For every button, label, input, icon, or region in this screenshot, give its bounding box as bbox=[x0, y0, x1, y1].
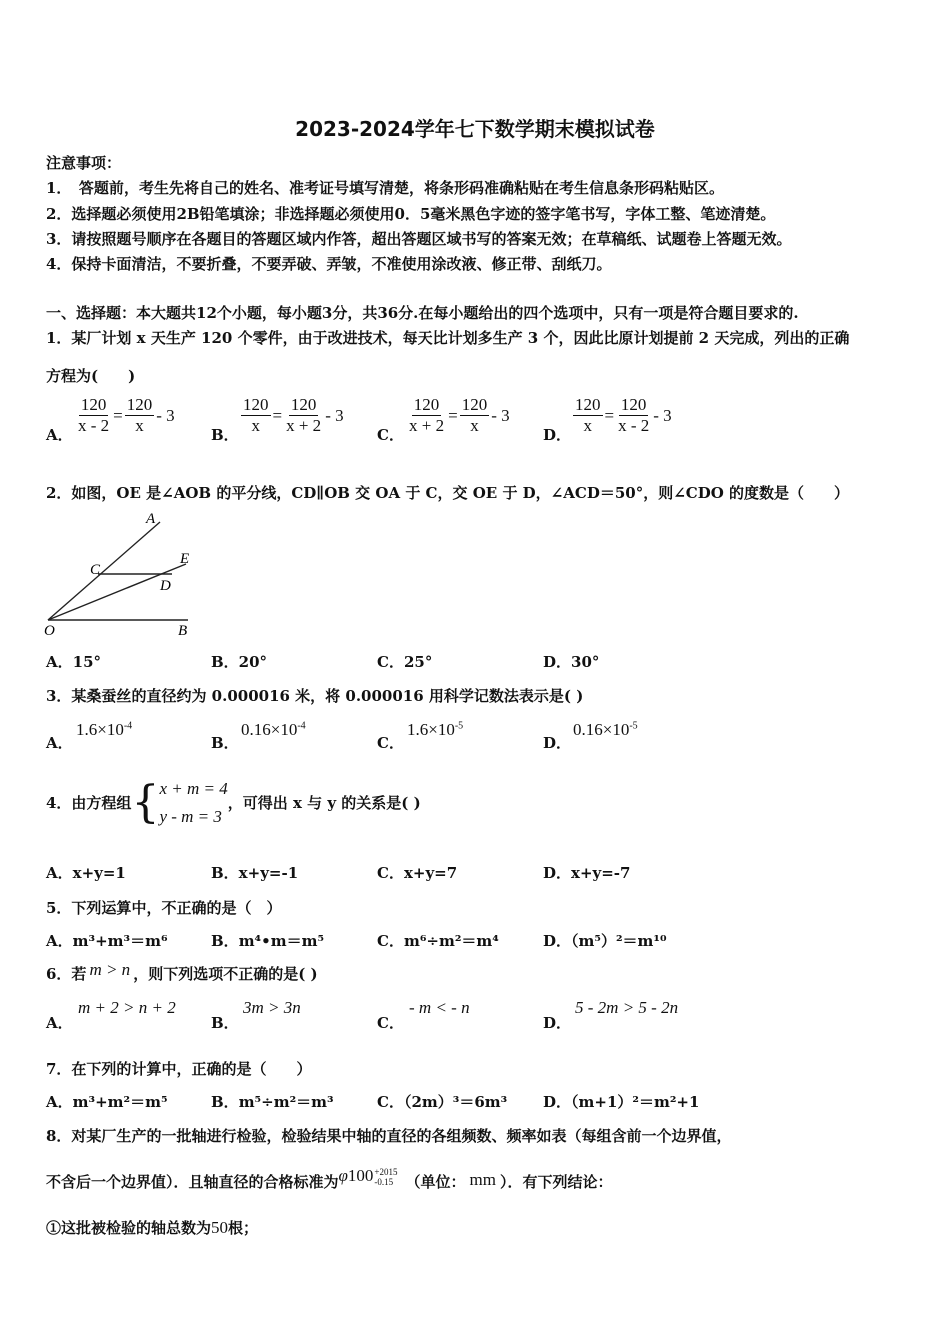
q2-figure bbox=[40, 508, 200, 640]
option-expr: m⁶÷m²＝m⁴ bbox=[403, 932, 499, 950]
frac-num: 120 bbox=[461, 395, 488, 414]
q3-option-a-label: A． bbox=[46, 734, 73, 752]
q4-stem bbox=[46, 775, 421, 831]
q1-stem: 1．某厂计划 x 天生产 120 个零件，由于改进技术，每天比计划多生产 3 个，因此比原计划提前 2 天完成，列出的正确 bbox=[46, 329, 850, 347]
q3-option-d-label: D． bbox=[543, 734, 572, 752]
q1-option-c-label: C． bbox=[377, 426, 404, 444]
q7-option-b[interactable] bbox=[211, 1091, 334, 1112]
q6-option-d[interactable]: 5 - 2m > 5 - 2n bbox=[575, 998, 679, 1017]
item-prefix: ①这批被检验的轴总数为 bbox=[46, 1219, 212, 1237]
q1-option-c[interactable]: $\frac{120}{x + 2}$ = $\frac{120}{x}$ - 3 bbox=[409, 395, 510, 435]
option-label: A． bbox=[46, 1093, 73, 1111]
q7-option-c[interactable] bbox=[377, 1091, 507, 1112]
q5-option-a[interactable] bbox=[46, 930, 168, 951]
option-expr: m³+m²＝m⁵ bbox=[72, 1093, 168, 1111]
option-expr: （m⁵）²＝m¹⁰ bbox=[571, 932, 667, 950]
q6-option-b-label: B． bbox=[211, 1014, 239, 1032]
frac-tail: - 3 bbox=[156, 405, 175, 425]
brace-icon: { bbox=[131, 777, 160, 828]
q1-option-d-label: D． bbox=[543, 426, 572, 444]
item-number: 50 bbox=[211, 1218, 229, 1237]
q8-prefix: 不含后一个边界值）．且轴直径的合格标准为 bbox=[46, 1173, 339, 1191]
label-a: A bbox=[146, 511, 156, 527]
q6-condition: m > n bbox=[89, 960, 131, 979]
q8-mid: （单位： bbox=[405, 1173, 466, 1191]
option-label: C． bbox=[377, 1093, 404, 1111]
frac-num: 120 bbox=[413, 395, 440, 414]
q1-option-b[interactable]: $\frac{120}{x}$ = $\frac{120}{x + 2}$ - 3 bbox=[243, 395, 344, 435]
label-e: E bbox=[180, 551, 190, 567]
option-label: B． bbox=[211, 1093, 239, 1111]
ray-oa bbox=[48, 522, 160, 620]
q6-prefix: 6．若 bbox=[46, 965, 87, 983]
q2-option-d[interactable]: D．30° bbox=[543, 653, 600, 671]
q2-option-b[interactable]: B．20° bbox=[211, 653, 268, 671]
frac-num: 120 bbox=[126, 395, 153, 414]
q1-option-b-label: B． bbox=[211, 426, 239, 444]
option-expr: （m+1）²＝m²+1 bbox=[571, 1093, 700, 1111]
q3-option-b-label: B． bbox=[211, 734, 239, 752]
sci-exp: -4 bbox=[123, 720, 133, 732]
option-expr: m³+m³＝m⁶ bbox=[72, 932, 168, 950]
q4-option-a[interactable]: A．x+y=1 bbox=[46, 864, 126, 882]
sci-base: 0.16×10 bbox=[573, 720, 630, 739]
q6-option-c-label: C． bbox=[377, 1014, 404, 1032]
option-label: A． bbox=[46, 932, 73, 950]
q7-option-a[interactable] bbox=[46, 1091, 168, 1112]
q5-stem: 5．下列运算中，不正确的是（ ） bbox=[46, 899, 282, 917]
frac-den: x + 2 bbox=[409, 416, 445, 435]
notice-item-3: 3．请按照题号顺序在各题目的答题区域内作答，超出答题区域书写的答案无效；在草稿纸、试题卷上答题无效。 bbox=[46, 230, 792, 248]
std-upper: +2015 bbox=[374, 1167, 398, 1178]
q4-option-b[interactable]: B．x+y=-1 bbox=[211, 864, 299, 882]
frac-den: x bbox=[583, 416, 592, 435]
frac-den: x - 2 bbox=[78, 416, 110, 435]
option-label: B． bbox=[211, 932, 239, 950]
frac-tail: - 3 bbox=[491, 405, 510, 425]
label-o: O bbox=[44, 623, 55, 639]
frac-den: x - 2 bbox=[618, 416, 650, 435]
notice-item-2: 2．选择题必须使用2B铅笔填涂；非选择题必须使用0．5毫米黑色字迹的签字笔书写，字体工整、笔迹清楚。 bbox=[46, 205, 776, 223]
q5-option-d[interactable] bbox=[543, 930, 667, 951]
q3-option-a[interactable] bbox=[76, 720, 132, 740]
q6-suffix: ，则下列选项不正确的是( ) bbox=[133, 965, 318, 983]
option-label: D． bbox=[543, 932, 572, 950]
frac-num: 120 bbox=[243, 395, 269, 414]
q3-option-d[interactable] bbox=[573, 720, 638, 740]
q4-prefix: 4．由方程组 bbox=[46, 794, 132, 812]
q6-stem bbox=[46, 960, 318, 984]
std-lower: -0.15 bbox=[374, 1177, 394, 1188]
label-c: C bbox=[90, 562, 101, 578]
q4-suffix: ，可得出 x 与 y 的关系是( ) bbox=[227, 794, 421, 812]
q3-option-c[interactable] bbox=[407, 720, 463, 740]
option-expr: （2m）³＝6m³ bbox=[403, 1093, 508, 1111]
label-d: D bbox=[160, 578, 171, 594]
q8-stem: 8．对某厂生产的一批轴进行检验，检验结果中轴的直径的各组频数、频率如表（每组含前一个边界值， bbox=[46, 1127, 732, 1145]
notice-item-1: 1． 答题前，考生先将自己的姓名、准考证号填写清楚，将条形码准确粘贴在考生信息条形码粘贴区。 bbox=[46, 179, 724, 197]
q8-standard bbox=[338, 1166, 398, 1188]
q4-option-d[interactable]: D．x+y=-7 bbox=[543, 864, 631, 882]
item-suffix: 根； bbox=[228, 1219, 259, 1237]
q8-stem-cont bbox=[46, 1166, 613, 1193]
q2-option-c[interactable]: C．25° bbox=[377, 653, 433, 671]
sci-base: 1.6×10 bbox=[407, 720, 455, 739]
q6-option-b[interactable]: 3m > 3n bbox=[243, 998, 301, 1017]
q5-option-c[interactable] bbox=[377, 930, 499, 951]
sci-base: 0.16×10 bbox=[241, 720, 298, 739]
frac-den: x + 2 bbox=[286, 416, 322, 435]
sci-exp: -4 bbox=[297, 720, 306, 732]
frac-tail: - 3 bbox=[653, 405, 672, 425]
q5-option-b[interactable] bbox=[211, 930, 324, 951]
frac-den: x bbox=[135, 416, 144, 435]
q7-option-d[interactable] bbox=[543, 1091, 699, 1112]
frac-num: 120 bbox=[290, 395, 317, 414]
q3-option-b[interactable] bbox=[241, 720, 306, 740]
q8-suffix: ）．有下列结论： bbox=[499, 1173, 613, 1191]
q4-option-c[interactable]: C．x+y=7 bbox=[377, 864, 458, 882]
frac-num: 120 bbox=[620, 395, 647, 414]
frac-tail: - 3 bbox=[325, 405, 344, 425]
sci-exp: -5 bbox=[454, 720, 464, 732]
q7-stem: 7．在下列的计算中，正确的是（ ） bbox=[46, 1060, 312, 1078]
sci-base: 1.6×10 bbox=[76, 720, 124, 739]
std-base: 100 bbox=[347, 1166, 374, 1185]
option-expr: m⁴•m＝m⁵ bbox=[238, 932, 325, 950]
option-expr: m⁵÷m²＝m³ bbox=[238, 1093, 334, 1111]
q3-stem: 3．某桑蚕丝的直径约为 0.000016 米，将 0.000016 用科学记数法表示是( ) bbox=[46, 687, 584, 705]
q2-option-a[interactable]: A．15° bbox=[46, 653, 102, 671]
q1-stem-cont: 方程为( ) bbox=[46, 367, 136, 385]
q1-option-a-label: A． bbox=[46, 426, 73, 444]
q8-item-1 bbox=[46, 1217, 258, 1238]
notice-item-4: 4．保持卡面清洁，不要折叠，不要弄破、弄皱，不准使用涂改液、修正带、刮纸刀。 bbox=[46, 255, 612, 273]
q3-option-c-label: C． bbox=[377, 734, 404, 752]
q6-option-c[interactable]: - m < - n bbox=[409, 998, 470, 1017]
option-label: C． bbox=[377, 932, 404, 950]
q6-option-d-label: D． bbox=[543, 1014, 572, 1032]
sci-exp: -5 bbox=[629, 720, 638, 732]
frac-den: x bbox=[251, 416, 260, 435]
q4-eq1: x + m = 4 bbox=[159, 779, 228, 798]
q6-option-a-label: A． bbox=[46, 1014, 73, 1032]
q1-option-d[interactable]: $\frac{120}{x}$ = $\frac{120}{x - 2}$ - 3 bbox=[575, 395, 672, 435]
section-heading: 一、选择题：本大题共12个小题，每小题3分，共36分.在每小题给出的四个选项中，只有一项是符合题目要求的. bbox=[46, 304, 799, 322]
q6-option-a[interactable]: m + 2 > n + 2 bbox=[78, 998, 176, 1017]
notice-heading: 注意事项： bbox=[46, 154, 122, 172]
label-b: B bbox=[178, 623, 188, 639]
page-title: 2023-2024学年七下数学期末模拟试卷 bbox=[295, 117, 655, 141]
q1-option-a[interactable]: $\frac{120}{x - 2}$ = $\frac{120}{x}$ - 3 bbox=[78, 395, 175, 435]
q4-eq2: y - m = 3 bbox=[159, 807, 222, 826]
frac-num: 120 bbox=[575, 395, 601, 414]
phi-symbol: φ bbox=[338, 1166, 348, 1185]
frac-num: 120 bbox=[80, 395, 107, 414]
q8-unit: mm bbox=[469, 1170, 496, 1189]
frac-den: x bbox=[470, 416, 479, 435]
q2-stem: 2．如图，OE 是∠AOB 的平分线，CD∥OB 交 OA 于 C，交 OE 于 D，∠ACD＝50°，则∠CDO 的度数是（ ） bbox=[46, 484, 850, 502]
option-label: D． bbox=[543, 1093, 572, 1111]
